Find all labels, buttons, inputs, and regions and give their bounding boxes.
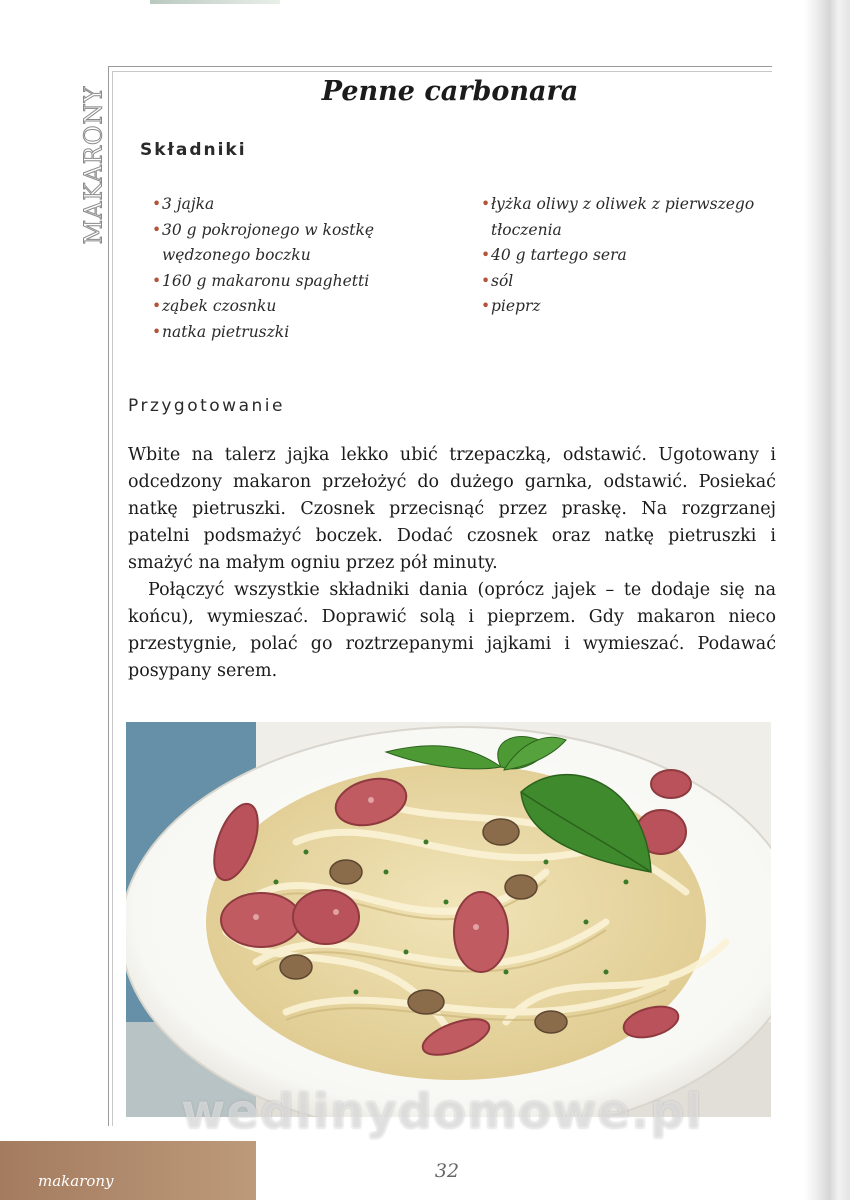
ingredient-item: • ząbek czosnku xyxy=(152,294,452,320)
footer-section-label: makarony xyxy=(38,1172,114,1190)
ingredient-item: • 40 g tartego sera xyxy=(481,243,781,269)
ingredient-item: • pieprz xyxy=(481,294,781,320)
section-side-label xyxy=(38,70,148,260)
preparation-heading: Przygotowanie xyxy=(128,396,285,416)
ingredient-item: • 3 jajka xyxy=(152,192,452,218)
dish-photo xyxy=(126,722,771,1117)
ingredient-item: • 160 g makaronu spaghetti xyxy=(152,269,452,295)
dish-illustration xyxy=(126,722,771,1117)
preparation-text xyxy=(128,442,776,685)
preparation-paragraph: Wbite na talerz jajka lekko ubić trzepaczką, odstawić. Ugotowany i odcedzony makaron przełożyć do dużego garnka, odstawić. Posiekać natkę pietruszki. Czosnek przecisnąć przez praskę. Na rozgrzanej patelni podsmażyć boczek. Dodać czosnek oraz natkę pietruszki i smażyć na małym ogniu przez pół minuty. xyxy=(128,445,776,573)
ingredient-item: • natka pietruszki xyxy=(152,320,452,346)
ingredient-item: • sól xyxy=(481,269,781,295)
ingredients-list-right xyxy=(481,192,781,320)
footer-section-tab xyxy=(0,1141,256,1200)
ingredients-list-left xyxy=(152,192,452,345)
preparation-paragraph: Połączyć wszystkie składniki dania (oprócz jajek – te dodaje się na końcu), wymieszać. Doprawić solą i pieprzem. Gdy makaron nieco przestygnie, polać go roztrzepanymi jajkami i wymieszać. Podawać posypany serem. xyxy=(128,580,776,681)
ingredient-item: • 30 g pokrojonego w kostkę wędzonego boczku xyxy=(152,218,452,269)
frame-line xyxy=(112,71,772,72)
top-color-strip xyxy=(150,0,280,4)
ingredients-heading: Składniki xyxy=(140,140,247,160)
section-side-label-text: MAKARONY xyxy=(79,85,108,245)
page-gutter xyxy=(804,0,850,1200)
watermark: wedlinydomowe.pl xyxy=(181,1084,703,1140)
page-number: 32 xyxy=(434,1160,460,1182)
recipe-title: Penne carbonara xyxy=(321,76,579,107)
ingredient-item: • łyżka oliwy z oliwek z pierwszego tłoczenia xyxy=(481,192,781,243)
frame-line xyxy=(108,66,772,67)
